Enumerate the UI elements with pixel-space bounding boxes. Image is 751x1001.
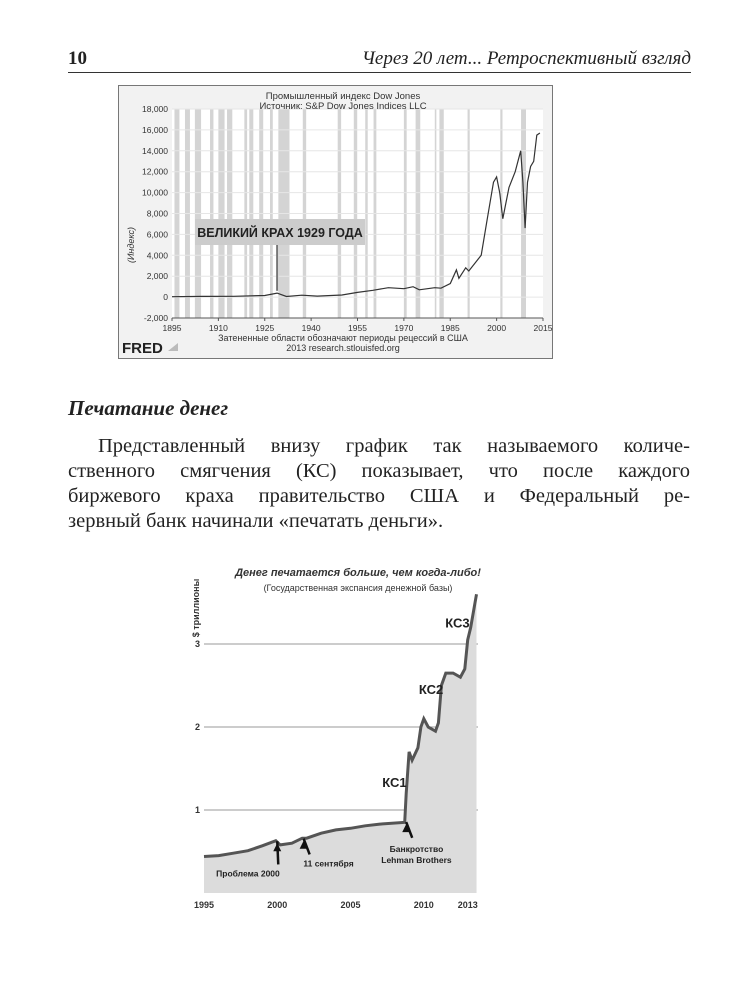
callout-text: ВЕЛИКИЙ КРАХ 1929 ГОДА <box>197 226 363 240</box>
y-axis-label: $ триллионы <box>191 578 201 638</box>
x-tick-label: 1940 <box>301 323 321 333</box>
y-tick-label: 16,000 <box>142 124 168 135</box>
chart-title: Промышленный индекс Dow Jones <box>265 91 421 102</box>
x-tick-label: 1910 <box>208 323 228 333</box>
x-axis-caption: Затененные области обозначают периоды рецессий в США <box>218 333 468 343</box>
y-tick-label: 12,000 <box>142 166 168 177</box>
event-label: Lehman Brothers <box>381 854 452 865</box>
fred-logo: FRED <box>122 340 163 357</box>
x-tick-label: 2005 <box>340 900 361 910</box>
x-tick-label: 2013 <box>457 900 478 910</box>
y-tick-label: 0 <box>163 292 168 303</box>
page-number: 10 <box>68 48 87 69</box>
y-axis-label: (Индекс) <box>126 226 136 264</box>
y-tick-label: 18,000 <box>142 104 168 114</box>
y-tick-label: 1 <box>194 805 200 815</box>
x-tick-label: 1995 <box>193 900 215 910</box>
y-tick-label: 6,000 <box>146 229 168 240</box>
chart-title: Денег печатается больше, чем когда-либо! <box>235 567 481 579</box>
x-tick-label: 2010 <box>413 900 434 910</box>
y-tick-label: 2,000 <box>146 271 168 282</box>
qe-label: КС3 <box>445 615 470 631</box>
x-tick-label: 2015 <box>533 323 553 333</box>
running-title: Через 20 лет... Ретроспективный взгляд <box>361 48 691 69</box>
paragraph-line: ственного смягчения (КС) показывает, что после каждого <box>68 460 690 482</box>
body-paragraph <box>68 434 690 534</box>
running-header <box>68 46 691 73</box>
x-tick-label: 2000 <box>267 900 288 910</box>
x-tick-label: 1955 <box>348 323 367 333</box>
money-base-chart <box>190 560 500 910</box>
chart-subtitle: (Государственная экспансия денежной базы) <box>263 583 453 593</box>
x-tick-label: 2000 <box>487 323 507 333</box>
y-tick-label: 10,000 <box>142 187 168 198</box>
event-label: Проблема 2000 <box>216 868 280 879</box>
y-tick-label: 4,000 <box>146 250 168 261</box>
x-tick-label: 1895 <box>162 323 182 333</box>
qe-label: КС2 <box>418 681 444 697</box>
paragraph-line: Представленный внизу график так называемого количе- <box>98 435 690 457</box>
y-tick-label: 8,000 <box>146 208 168 219</box>
event-label: Банкротство <box>389 843 444 854</box>
y-tick-label: 2 <box>194 722 200 732</box>
y-tick-label: 3 <box>194 639 200 649</box>
qe-label: КС1 <box>382 774 407 790</box>
x-tick-label: 1985 <box>440 323 460 333</box>
chart-subtitle: Источник: S&P Dow Jones Indices LLC <box>259 101 427 112</box>
x-tick-label: 1970 <box>394 323 414 333</box>
event-label: 11 сентября <box>303 858 354 869</box>
y-tick-label: 14,000 <box>142 145 168 156</box>
source-footer: 2013 research.stlouisfed.org <box>286 343 400 353</box>
section-heading: Печатание денег <box>68 396 229 420</box>
paragraph-line: зервный банк начинали «печатать деньги». <box>68 510 444 532</box>
y-tick-label: -2,000 <box>143 313 168 323</box>
x-tick-label: 1925 <box>255 323 275 333</box>
paragraph-line: биржевого краха правительство США и Федеральный ре- <box>68 485 690 507</box>
dow-jones-chart <box>118 85 553 359</box>
